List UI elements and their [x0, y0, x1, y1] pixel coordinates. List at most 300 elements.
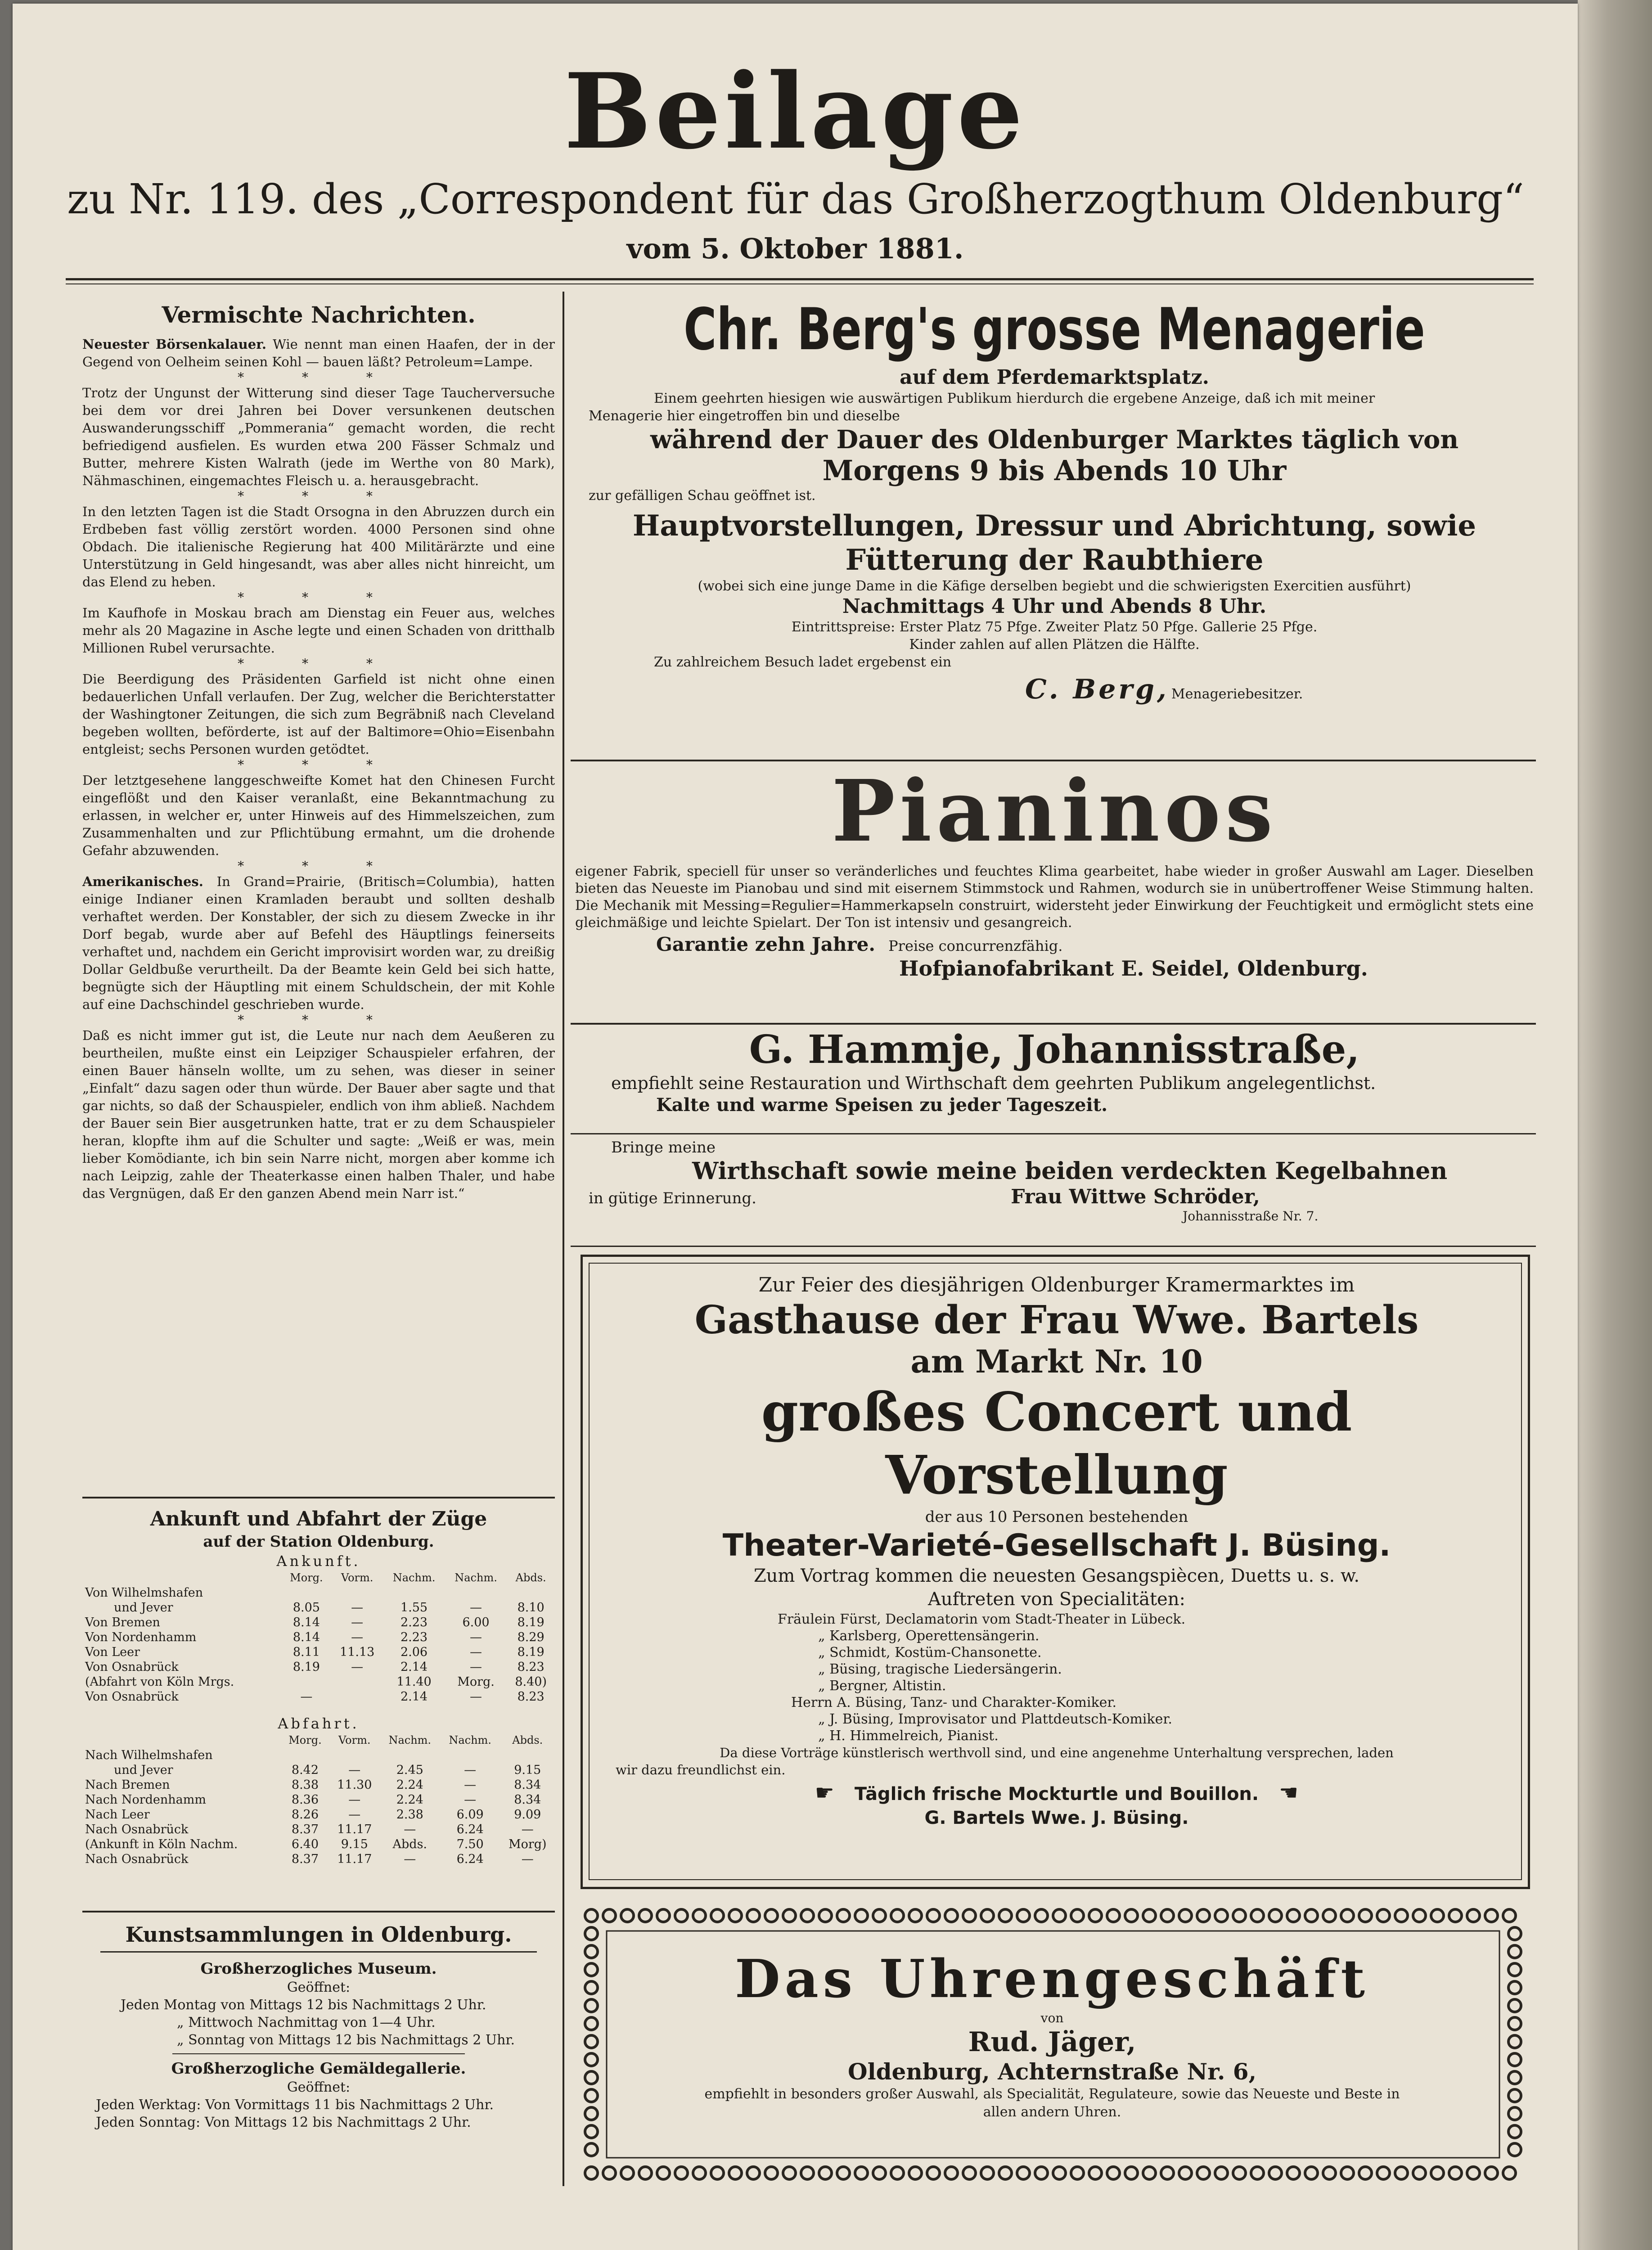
timetable-time: 8.19	[517, 1645, 545, 1659]
timetable-time: 8.42	[291, 1763, 319, 1777]
timetable-time: 7.50	[456, 1837, 484, 1851]
chain-link	[1449, 2167, 1462, 2179]
chain-link	[1017, 2167, 1030, 2179]
timetable-row	[82, 1630, 555, 1645]
bartels-text: der aus 10 Personen bestehenden	[925, 1508, 1188, 1526]
menagerie-note: (wobei sich eine junge Dame in die Käfige derselben begiebt und die schwierigsten Exercitien ausführt)	[698, 578, 1411, 594]
news-item	[82, 873, 555, 1013]
arrivals-table	[82, 1570, 555, 1704]
art-rule	[100, 1951, 537, 1953]
timetable-time: 2.24	[396, 1778, 423, 1792]
menagerie-title: Chr. Berg's grosse Menagerie	[684, 296, 1425, 363]
timetable-time: 2.45	[396, 1763, 423, 1777]
schroeder-text: Bringe meine	[611, 1138, 716, 1156]
timetable-row	[82, 1660, 555, 1674]
timetable-column-header: Nachm.	[392, 1571, 436, 1584]
chain-link	[837, 1909, 850, 1922]
chain-link	[963, 1909, 976, 1922]
news-heading: Vermischte Nachrichten.	[162, 302, 476, 328]
chain-link	[1508, 1963, 1521, 1976]
menagerie-owner: C. Berg,	[1025, 674, 1169, 705]
chain-link	[1413, 1909, 1426, 1922]
art-collections	[82, 1922, 555, 2131]
chain-link	[1503, 2167, 1516, 2179]
menagerie-signature	[575, 674, 1534, 705]
separator-stars: * * *	[238, 370, 400, 385]
chain-link	[1161, 2167, 1174, 2179]
chain-link	[1125, 2167, 1138, 2179]
chain-link	[819, 2167, 832, 2179]
chain-link	[585, 1981, 598, 1994]
chain-link	[1431, 1909, 1444, 1922]
news-item: Die Beerdigung des Präsidenten Garfield ist nicht ohne einen bedauerlichen Unfall verlaufen. Der Zug, welcher die Berichterstatter der Washingtoner Zeitungen, die sich zum Begräbniß nach Cleveland begeben wollten, beförderte, ist auf der Baltimore=Ohio=Eisenbahn entgleist; sechs Personen wurden getödtet.	[82, 671, 555, 757]
museum-open-label: Geöffnet:	[287, 1980, 351, 1995]
timetable-time: —	[470, 1690, 482, 1704]
chain-link	[801, 1909, 814, 1922]
performer: „ H. Himmelreich, Pianist.	[818, 1728, 999, 1744]
chain-link	[747, 1909, 760, 1922]
chain-link	[1305, 2167, 1318, 2179]
bartels-program: Zum Vortrag kommen die neuesten Gesangspiècen, Duetts u. s. w.	[753, 1566, 1360, 1586]
art-divider	[172, 2053, 465, 2054]
chain-link	[1323, 2167, 1336, 2179]
timetable-row	[82, 1615, 555, 1630]
chain-link	[693, 2167, 706, 2179]
chain-link	[585, 1999, 598, 2012]
news-item-title: Amerikanisches.	[82, 874, 203, 889]
timetable-station: Nach Bremen	[85, 1778, 170, 1792]
timetable-time: 8.34	[514, 1778, 541, 1792]
chain-link	[729, 2167, 742, 2179]
chain-link	[1143, 2167, 1156, 2179]
timetable-time: —	[351, 1616, 364, 1629]
pianos-title: Pianinos	[831, 761, 1278, 861]
chain-link	[1107, 2167, 1120, 2179]
menagerie-owner-title: Menageriebesitzer.	[1171, 686, 1303, 702]
chain-link	[801, 2167, 814, 2179]
timetable-time: Morg)	[508, 1837, 547, 1851]
bartels-text: Da diese Vorträge künstlerisch werthvoll sind, und eine angenehme Unterhaltung versprechen, laden	[720, 1745, 1394, 1760]
timetable-time: 6.24	[456, 1852, 484, 1866]
chain-link	[675, 1909, 688, 1922]
chain-link	[1413, 2167, 1426, 2179]
chain-link	[1161, 1909, 1174, 1922]
timetable-station: Von Osnabrück	[85, 1660, 179, 1674]
chain-link	[891, 2167, 904, 2179]
timetable-time: 6.40	[291, 1837, 319, 1851]
timetable-time: 2.24	[396, 1793, 423, 1807]
timetable-time: 9.09	[514, 1808, 541, 1822]
timetable-time: —	[404, 1852, 416, 1866]
menagerie-feeding: Fütterung der Raubthiere	[845, 543, 1264, 577]
chain-link	[1215, 1909, 1228, 1922]
bartels-food-line	[598, 1780, 1516, 1805]
pianos-signature: Hofpianofabrikant E. Seidel, Oldenburg.	[899, 956, 1368, 981]
news-item: In den letzten Tagen ist die Stadt Orsogna in den Abruzzen durch ein Erdbeben fast völlig zerstört worden. 4000 Personen sind ohne Obdach. Die italienische Regierung hat 400 Militärärzte und eine Unterstützung in Geld hingesandt, was aber alles nicht hinreicht, um das Elend zu heben.	[82, 504, 555, 590]
timetable-time: —	[348, 1793, 361, 1807]
chain-link	[1323, 1909, 1336, 1922]
timetable-time: 8.26	[291, 1808, 319, 1822]
chain-link	[1508, 2053, 1521, 2066]
chain-link	[1269, 2167, 1282, 2179]
timetable-time	[281, 1748, 329, 1763]
timetable-row	[82, 1674, 555, 1689]
timetable-time: 8.37	[291, 1822, 319, 1836]
timetable-column-header: Nachm.	[455, 1571, 497, 1584]
chain-link	[891, 1909, 904, 1922]
menagerie-children: Kinder zahlen auf allen Plätzen die Hälfte.	[909, 637, 1200, 652]
chain-link	[1341, 2167, 1354, 2179]
timetable-time: 2.14	[400, 1690, 428, 1704]
timetable-time: 6.24	[456, 1822, 484, 1836]
timetable-time: —	[464, 1763, 477, 1777]
newspaper-page	[13, 4, 1578, 2250]
timetable-time	[440, 1748, 500, 1763]
chain-link	[1251, 2167, 1264, 2179]
ad-schroeder	[575, 1138, 1534, 1224]
chain-link	[1508, 1945, 1521, 1958]
timetable-station: Von Wilhelmshafen	[85, 1586, 203, 1600]
timetable-time	[331, 1585, 383, 1600]
chain-link	[585, 2143, 598, 2156]
chain-link	[999, 1909, 1012, 1922]
timetable-time: 8.40)	[515, 1675, 547, 1689]
timetable-row	[82, 1822, 555, 1837]
chain-link	[1431, 2167, 1444, 2179]
bartels-food: Täglich frische Mockturtle und Bouillon.	[854, 1784, 1259, 1804]
header-rule	[66, 278, 1534, 280]
timetable-time	[383, 1585, 445, 1600]
bartels-venue: Gasthause der Frau Wwe. Bartels	[694, 1297, 1419, 1343]
chain-link	[945, 2167, 958, 2179]
timetable-time	[331, 1689, 383, 1704]
chain-link	[765, 2167, 778, 2179]
chain-link	[711, 2167, 724, 2179]
timetable-time	[500, 1748, 555, 1763]
chain-link	[1287, 1909, 1300, 1922]
chain-link	[1305, 1909, 1318, 1922]
timetable-time: —	[464, 1793, 477, 1807]
timetable-time: 8.38	[291, 1778, 319, 1792]
performer: „ Schmidt, Kostüm-Chansonette.	[818, 1645, 1042, 1660]
chain-link	[1341, 1909, 1354, 1922]
bartels-event: großes Concert und Vorstellung	[761, 1381, 1352, 1506]
section-rule	[82, 1911, 555, 1912]
chain-link	[585, 1909, 598, 1922]
chain-link	[981, 1909, 994, 1922]
menagerie-text: Einem geehrten hiesigen wie auswärtigen Publikum hierdurch die ergebene Anzeige, daß ich mit meiner	[654, 391, 1375, 406]
timetable-station: Von Bremen	[85, 1616, 160, 1629]
chain-link	[1089, 1909, 1102, 1922]
timetable-station: Von Nordenhamm	[85, 1630, 197, 1644]
chain-link	[1485, 1909, 1498, 1922]
timetable-station: Nach Osnabrück	[85, 1822, 189, 1836]
schroeder-signature: Frau Wittwe Schröder,	[1011, 1185, 1260, 1208]
bartels-company: Theater-Varieté-Gesellschaft J. Büsing.	[722, 1528, 1391, 1563]
timetable-time: 8.23	[517, 1690, 545, 1704]
news-item: Der letztgesehene langgeschweifte Komet hat den Chinesen Furcht eingeflößt und den Kaiser veranlaßt, eine Bekanntmachung zu erlassen, in welcher er, unter Hinweis auf des Himmelszeichen, zum Zusammenhalten und zur Pflichtübung ermahnt, um die drohende Gefahr abzuwenden.	[82, 773, 555, 858]
chain-link	[693, 1909, 706, 1922]
timetable-row	[82, 1778, 555, 1792]
timetable-row	[82, 1852, 555, 1867]
bartels-signature: G. Bartels Wwe. J. Büsing.	[924, 1808, 1189, 1828]
chain-link	[585, 2071, 598, 2084]
timetable-time	[282, 1674, 331, 1689]
chain-link	[873, 1909, 886, 1922]
column-separator	[563, 292, 564, 2186]
ad-rule	[571, 1023, 1536, 1025]
timetable-time: —	[351, 1630, 364, 1644]
hammje-text: empfiehlt seine Restauration und Wirthschaft dem geehrten Publikum angelegentlichst.	[611, 1073, 1376, 1093]
timetable-column-header: Vorm.	[341, 1571, 374, 1584]
ad-pianos	[575, 761, 1534, 981]
chain-link	[1377, 2167, 1390, 2179]
timetable-time: 8.19	[293, 1660, 320, 1674]
menagerie-prices: Eintrittspreise: Erster Platz 75 Pfge. Zweiter Platz 50 Pfge. Gallerie 25 Pfge.	[791, 619, 1318, 635]
chain-link	[855, 1909, 868, 1922]
timetable-column-header: Abds.	[512, 1734, 543, 1746]
chain-link	[1035, 2167, 1048, 2179]
timetable-station: Nach Osnabrück	[85, 1852, 189, 1866]
chain-link	[621, 2167, 634, 2179]
chain-link	[1143, 1909, 1156, 1922]
chain-link	[585, 2107, 598, 2120]
chain-link	[657, 1909, 670, 1922]
menagerie-place: auf dem Pferdemarktsplatz.	[900, 366, 1209, 389]
timetable-station: Von Osnabrück	[85, 1690, 179, 1704]
chain-link	[585, 2017, 598, 2030]
timetable-time	[331, 1674, 383, 1689]
news-item	[82, 336, 555, 371]
chain-link	[783, 2167, 796, 2179]
chain-link	[1467, 1909, 1480, 1922]
chain-link	[585, 1945, 598, 1958]
chain-link	[1053, 2167, 1066, 2179]
timetable-station: und Jever	[114, 1601, 173, 1615]
performer: Fräulein Fürst, Declamatorin vom Stadt-Theater in Lübeck.	[778, 1611, 1186, 1627]
menagerie-duration: während der Dauer des Oldenburger Marktes täglich von	[650, 425, 1459, 454]
chain-link	[765, 1909, 778, 1922]
menagerie-invite: Zu zahlreichem Besuch ladet ergebenst ein	[654, 654, 952, 670]
chain-link	[1179, 2167, 1192, 2179]
jaeger-address: Oldenburg, Achternstraße Nr. 6,	[848, 2058, 1256, 2085]
gallery-hours-1: Jeden Werktag: Von Vormittags 11 bis Nachmittags 2 Uhr.	[96, 2097, 494, 2113]
jaeger-name: Rud. Jäger,	[968, 2026, 1136, 2058]
page-subtitle: zu Nr. 119. des „Correspondent für das Großherzogthum Oldenburg“	[67, 175, 1524, 223]
timetable-time: 8.14	[293, 1630, 320, 1644]
timetable-time: —	[470, 1660, 482, 1674]
chain-link	[855, 2167, 868, 2179]
chain-link	[1485, 2167, 1498, 2179]
chain-link	[873, 2167, 886, 2179]
timetable-time: 8.19	[517, 1616, 545, 1629]
schroeder-text: in gütige Erinnerung.	[589, 1189, 756, 1207]
timetable-time: 11.40	[396, 1675, 432, 1689]
chain-link	[1125, 1909, 1138, 1922]
chain-link	[585, 2089, 598, 2102]
timetable-time: —	[351, 1660, 364, 1674]
separator-stars: * * *	[238, 656, 400, 671]
page-title: Beilage	[564, 51, 1026, 172]
chain-link	[963, 2167, 976, 2179]
performer: „ Karlsberg, Operettensängerin.	[818, 1628, 1040, 1644]
performer: „ Büsing, tragische Liedersängerin.	[818, 1661, 1062, 1677]
timetable-column-header: Nachm.	[449, 1734, 491, 1746]
chain-link	[1035, 1909, 1048, 1922]
pianos-guarantee-line	[575, 933, 1534, 955]
news-item-text: In Grand=Prairie, (Britisch=Columbia), hatten einige Indianer einen Kramladen beraubt und sollten deshalb verhaftet werden. Der Konstabler, der sich zu diesem Zwecke in ihr Dorf begab, wurde aber auf Befehl des Häuptlings feinerseits verhaftet und, nachdem ein Gericht improvisirt worden war, zu dreißig Dollar Geldbuße verurtheilt. Da der Beamte kein Geld bei sich hatte, begnügte sich der Häuptling mit einem Schuldschein, der mit Kohle auf eine Dachschindel geschrieben wurde.	[82, 874, 555, 1012]
train-timetable	[82, 1507, 555, 1867]
timetable-row	[82, 1792, 555, 1807]
timetable-station: Von Leer	[85, 1645, 140, 1659]
chain-link	[585, 2053, 598, 2066]
timetable-time: —	[404, 1822, 416, 1836]
chain-link	[1508, 1999, 1521, 2012]
chain-link	[783, 1909, 796, 1922]
news-column	[82, 301, 555, 1202]
menagerie-text: zur gefälligen Schau geöffnet ist.	[589, 488, 816, 504]
timetable-heading: Ankunft und Abfahrt der Züge	[150, 1508, 487, 1530]
news-item-title: Neuester Börsenkalauer.	[82, 337, 266, 352]
timetable-time: 8.11	[293, 1645, 320, 1659]
jaeger-von: von	[1040, 2011, 1064, 2025]
timetable-station: (Abfahrt von Köln Mrgs.	[85, 1675, 234, 1689]
chain-link	[1359, 2167, 1372, 2179]
timetable-row	[82, 1585, 555, 1600]
timetable-header-cell	[82, 1733, 281, 1748]
timetable-subheading: auf der Station Oldenburg.	[203, 1533, 434, 1551]
timetable-column-header: Vorm.	[338, 1734, 371, 1746]
timetable-time: —	[470, 1645, 482, 1659]
chain-link	[747, 2167, 760, 2179]
chain-link	[585, 2035, 598, 2048]
timetable-time: —	[348, 1763, 361, 1777]
menagerie-hours: Morgens 9 bis Abends 10 Uhr	[822, 454, 1287, 487]
chain-link	[1508, 2143, 1521, 2156]
chain-link	[585, 1963, 598, 1976]
chain-link	[1508, 2125, 1521, 2138]
timetable-time: —	[470, 1630, 482, 1644]
page-edge	[1578, 0, 1652, 2250]
pointing-hand-left-icon: ☛	[815, 1780, 834, 1805]
timetable-time: 8.29	[517, 1630, 545, 1644]
chain-link	[1071, 1909, 1084, 1922]
chain-link	[999, 2167, 1012, 2179]
timetable-time: —	[348, 1808, 361, 1822]
chain-link	[1449, 1909, 1462, 1922]
timetable-time: 6.09	[456, 1808, 484, 1822]
timetable-time: 2.38	[396, 1808, 423, 1822]
chain-link	[1508, 1981, 1521, 1994]
timetable-time: 2.06	[400, 1645, 428, 1659]
timetable-row	[82, 1807, 555, 1822]
chain-link	[1395, 1909, 1408, 1922]
menagerie-text: Menagerie hier eingetroffen bin und dieselbe	[589, 408, 900, 424]
chain-link	[585, 2125, 598, 2138]
timetable-time: 11.17	[337, 1852, 372, 1866]
timetable-time: Abds.	[392, 1837, 428, 1851]
issue-date: vom 5. Oktober 1881.	[626, 232, 964, 265]
timetable-station: Nach Wilhelmshafen	[85, 1748, 213, 1762]
chain-link	[585, 2167, 598, 2179]
gallery-hours-2: Jeden Sonntag: Von Mittags 12 bis Nachmittags 2 Uhr.	[96, 2115, 471, 2130]
news-item: Trotz der Ungunst der Witterung sind dieser Tage Taucherversuche bei dem vor drei Jahren bei Dover versunkenen deutschen Auswanderungsschiff „Pommerania“ gemacht worden, die recht befriedigend ausfielen. Es wurden etwa 200 Fässer Schmalz und Butter, mehrere Kisten Walrath (jede im Werthe von 80 Mark), Nähmaschinen, eingemachtes Fleisch u. a. herausgebracht.	[82, 385, 555, 488]
chain-link	[909, 1909, 922, 1922]
bartels-performers	[598, 1611, 1516, 1744]
bartels-address: am Markt Nr. 10	[910, 1343, 1203, 1380]
chain-link	[1107, 1909, 1120, 1922]
chain-link	[639, 1909, 652, 1922]
bartels-text: wir dazu freundlichst ein.	[616, 1762, 786, 1778]
timetable-station: Nach Leer	[85, 1808, 150, 1822]
ad-bartels	[598, 1273, 1516, 1831]
chain-link	[1467, 2167, 1480, 2179]
chain-link	[711, 1909, 724, 1922]
timetable-time	[445, 1585, 507, 1600]
chain-link	[1508, 2017, 1521, 2030]
timetable-column-header: Morg.	[288, 1734, 322, 1746]
ad-rule	[571, 1133, 1536, 1134]
timetable-time: 8.05	[293, 1601, 320, 1615]
timetable-header-row	[82, 1570, 555, 1585]
art-heading: Kunstsammlungen in Oldenburg.	[125, 1922, 512, 1947]
timetable-time: 2.23	[400, 1616, 428, 1629]
jaeger-text: empfiehlt in besonders großer Auswahl, als Specialität, Regulateure, sowie das Neueste und Beste in	[704, 2086, 1400, 2102]
chain-link	[1508, 2107, 1521, 2120]
chain-link	[729, 1909, 742, 1922]
departures-table	[82, 1733, 555, 1867]
ad-jaeger	[620, 1948, 1484, 2121]
chain-link	[1233, 2167, 1246, 2179]
timetable-time: 9.15	[514, 1763, 541, 1777]
performer: Herrn A. Büsing, Tanz- und Charakter-Komiker.	[791, 1695, 1116, 1710]
performer: „ J. Büsing, Improvisator und Plattdeutsch-Komiker.	[818, 1711, 1172, 1727]
timetable-time: Morg.	[457, 1675, 495, 1689]
timetable-time: 9.15	[341, 1837, 368, 1851]
timetable-station: Nach Nordenhamm	[85, 1793, 206, 1807]
chain-link	[1287, 2167, 1300, 2179]
jaeger-title: Das Uhrengeschäft	[734, 1948, 1370, 2010]
departures-label: Abfahrt.	[278, 1715, 360, 1732]
chain-link	[639, 2167, 652, 2179]
timetable-time: 2.14	[400, 1660, 428, 1674]
timetable-time: 2.23	[400, 1630, 428, 1644]
chain-link	[819, 1909, 832, 1922]
timetable-time: 8.14	[293, 1616, 320, 1629]
gallery-open-label: Geöffnet:	[287, 2079, 351, 2095]
separator-stars: * * *	[238, 1012, 400, 1027]
performer: „ Bergner, Altistin.	[818, 1678, 946, 1694]
separator-stars: * * *	[238, 489, 400, 504]
pianos-text: eigener Fabrik, speciell für unser so veränderliches und feuchtes Klima gearbeitet, habe wieder in großer Auswahl am Lager. Dieselben bieten das Neueste im Pianobau und sind mit eisernem Stimmstock und Rahmen, wodurch sie in unübertroffener Weise Stimmung halten. Die Mechanik mit Messing=Regulier=Hammerkapseln construirt, widersteht jeder Einwirkung der Feuchtigkeit und ermöglicht stets eine gleichmäßige und leichte Spielart. Der Ton ist intensiv und gesangreich.	[575, 864, 1534, 931]
timetable-time: 8.10	[517, 1601, 545, 1615]
timetable-row	[82, 1763, 555, 1778]
chain-link	[1359, 1909, 1372, 1922]
chain-link	[837, 2167, 850, 2179]
timetable-time	[329, 1748, 380, 1763]
timetable-station: und Jever	[114, 1763, 173, 1777]
chain-link	[1197, 1909, 1210, 1922]
chain-link	[1508, 2071, 1521, 2084]
chain-link	[1179, 1909, 1192, 1922]
timetable-time: —	[470, 1601, 482, 1615]
timetable-time: 11.30	[337, 1778, 372, 1792]
chain-link	[1508, 1927, 1521, 1940]
bartels-intro: Zur Feier des diesjährigen Oldenburger Kramermarktes im	[758, 1274, 1355, 1296]
chain-link	[657, 2167, 670, 2179]
timetable-time: —	[464, 1778, 477, 1792]
chain-link	[981, 2167, 994, 2179]
